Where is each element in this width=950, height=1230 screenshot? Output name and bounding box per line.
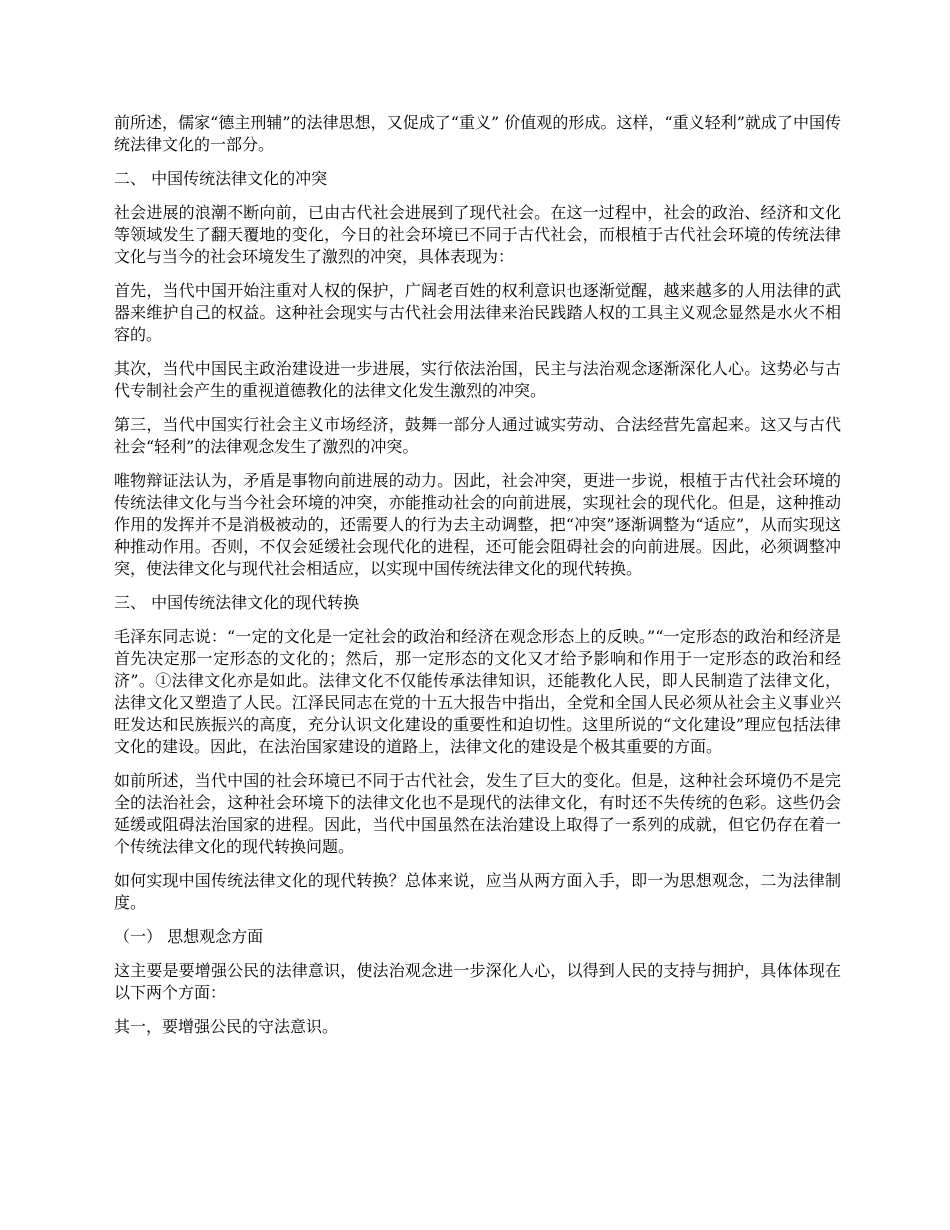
paragraph: 这主要是要增强公民的法律意识，使法治观念进一步深化人心，以得到人民的支持与拥护，具体体现在以下两个方面： <box>114 961 841 1002</box>
section-heading-transformation: 三、 中国传统法律文化的现代转换 <box>114 593 360 612</box>
paragraph: 如何实现中国传统法律文化的现代转换？总体来说，应当从两方面入手，即一为思想观念，二为法律制度。 <box>114 871 841 912</box>
paragraph: 如前所述，当代中国的社会环境已不同于古代社会，发生了巨大的变化。但是，这种社会环境仍不是完全的法治社会，这种社会环境下的法律文化也不是现代的法律文化，有时还不失传统的色彩。这些仍会延缓或阻碍法治国家的进程。因此，当代中国虽然在法治建设上取得了一系列的成就，但它仍存在着一个传统法律文化的现代转换问题。 <box>114 771 841 856</box>
subsection-heading-ideology: （一） 思想观念方面 <box>114 927 264 946</box>
paragraph: 唯物辩证法认为，矛盾是事物向前进展的动力。因此，社会冲突，更进一步说，根植于古代社会环境的传统法律文化与当今社会环境的冲突，亦能推动社会的向前进展，实现社会的现代化。但是，这种推动作用的发挥并不是消极被动的，还需要人的行为去主动调整，把“冲突”逐渐调整为“适应”，从而实现这种推动作用。否则，不仅会延缓社会现代化的进程，还可能会阻碍社会的向前进展。因此，必须调整冲突，使法律文化与现代社会相适应，以实现中国传统法律文化的现代转换。 <box>114 471 841 578</box>
paragraph: 第三，当代中国实行社会主义市场经济，鼓舞一部分人通过诚实劳动、合法经营先富起来。这又与古代社会“轻利”的法律观念发生了激烈的冲突。 <box>114 415 841 456</box>
paragraph: 前所述，儒家“德主刑辅”的法律思想，又促成了“重义” 价值观的形成。这样，“重义轻利”就成了中国传统法律文化的一部分。 <box>114 113 841 154</box>
paragraph: 其一，要增强公民的守法意识。 <box>114 1017 339 1036</box>
paragraph: 毛泽东同志说：“一定的文化是一定社会的政治和经济在观念形态上的反映。”“一定形态的政治和经济是首先决定那一定形态的文化的；然后，那一定形态的文化又才给予影响和作用于一定形态的政治和经济”。①法律文化亦是如此。法律文化不仅能传承法律知识，还能教化人民，即人民制造了法律文化，法律文化又塑造了人民。江泽民同志在党的十五大报告中指出，全党和全国人民必须从社会主义事业兴旺发达和民族振兴的高度，充分认识文化建设的重要性和迫切性。这里所说的“文化建设”理应包括法律文化的建设。因此，在法治国家建设的道路上，法律文化的建设是个极其重要的方面。 <box>114 627 841 756</box>
paragraph: 其次，当代中国民主政治建设进一步进展，实行依法治国，民主与法治观念逐渐深化人心。这势必与古代专制社会产生的重视道德教化的法律文化发生激烈的冲突。 <box>114 359 841 400</box>
section-heading-conflict: 二、 中国传统法律文化的冲突 <box>114 169 328 188</box>
paragraph: 社会进展的浪潮不断向前，已由古代社会进展到了现代社会。在这一过程中，社会的政治、经济和文化等领域发生了翻天覆地的变化，今日的社会环境已不同于古代社会，而根植于古代社会环境的传统法律文化与当今的社会环境发生了激烈的冲突，具体表现为： <box>114 203 841 266</box>
paragraph: 首先，当代中国开始注重对人权的保护，广阔老百姓的权利意识也逐渐觉醒，越来越多的人用法律的武器来维护自己的权益。这种社会现实与古代社会用法律来治民践踏人权的工具主义观念显然是水火不相容的。 <box>114 281 841 344</box>
document-page <box>114 112 841 1050</box>
